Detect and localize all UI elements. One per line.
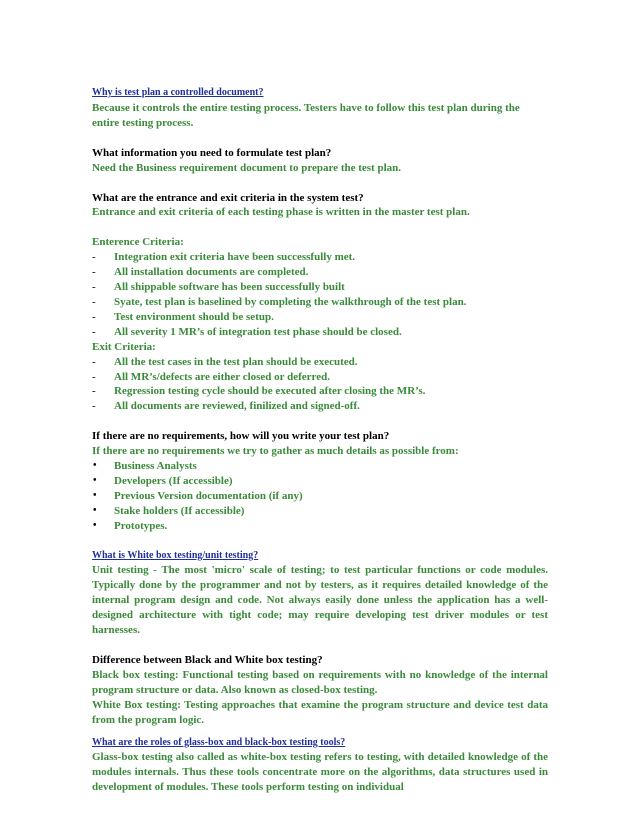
question-link-testing-tools[interactable]: What are the roles of glass-box and black-box testing tools? [92,736,346,748]
document-page [92,86,548,795]
list-item: - Regression testing cycle should be executed after closing the MR’s. [92,385,426,398]
list-item: • Stake holders (If accessible) [93,504,245,517]
answer-text: Entrance and exit criteria of each testing phase is written in the master test plan. [92,206,470,219]
list-item: • Previous Version documentation (if any) [93,489,303,502]
list-item: • Developers (If accessible) [93,474,233,487]
list-item: • Business Analysts [93,460,197,473]
question-link-white-box-testing[interactable]: What is White box testing/unit testing? [92,549,259,561]
list-item: - All severity 1 MR’s of integration test phase should be closed. [92,325,402,338]
bullet-marker: • [93,460,97,472]
dash-marker: - [92,355,96,368]
dash-marker: - [92,266,96,279]
list-item: - Test environment should be setup. [92,310,274,323]
exit-criteria-list [92,355,548,415]
answer-text: Unit testing - The most 'micro' scale of testing; to test particular functions or code modules. Typically done by the programmer and not by testers, as it requires detailed knowledge of the internal program design and code. Not always easily done unless the application has a well-designed architecture with tight code; may require developing test driver modules or test harnesses. [92,564,548,637]
list-item: - All shippable software has been successfully built [92,281,345,294]
dash-marker: - [92,310,96,323]
answer-text-white-box: White Box testing: Testing approaches that examine the program structure and device test data from the program logic. [92,698,548,726]
dash-marker: - [92,281,96,294]
answer-text: Because it controls the entire testing process. Testers have to follow this test plan during the entire testing process. [92,101,520,129]
question-heading: If there are no requirements, how will you write your test plan? [92,430,390,443]
list-item: - All installation documents are completed. [92,266,309,279]
list-item: - All documents are reviewed, finilized and signed-off. [92,400,360,413]
answer-text-black-box: Black box testing: Functional testing based on requirements with no knowledge of the internal program structure or data. Also known as closed-box testing. [92,668,548,696]
bullet-marker: • [93,489,97,501]
question-heading: Difference between Black and White box testing? [92,654,323,666]
question-link-controlled-document[interactable]: Why is test plan a controlled document? [92,87,264,98]
entrance-criteria-list [92,250,548,339]
list-item: - Integration exit criteria have been successfully met. [92,251,356,264]
bullet-marker: • [93,474,97,486]
exit-criteria-title: Exit Criteria: [92,340,156,353]
dash-marker: - [92,370,96,383]
dash-marker: - [92,325,96,338]
answer-text: If there are no requirements we try to gather as much details as possible from: [92,445,459,458]
list-item: • Prototypes. [93,519,168,532]
bullet-marker: • [93,504,97,516]
dash-marker: - [92,251,96,264]
answer-text: Need the Business requirement document to prepare the test plan. [92,161,402,174]
list-item: - All MR’s/defects are either closed or deferred. [92,370,330,383]
list-item: - All the test cases in the test plan should be executed. [92,355,358,368]
sources-list [92,459,548,534]
dash-marker: - [92,295,96,308]
answer-text: Glass-box testing also called as white-box testing refers to testing, with detailed knowledge of the modules internals. Thus these tools concentrate more on the algorithms, data structures used in development of modules. These tools perform testing on individual [92,751,548,794]
question-heading: What are the entrance and exit criteria in the system test? [92,191,364,204]
list-item: - Syate, test plan is baselined by completing the walkthrough of the test plan. [92,295,467,308]
dash-marker: - [92,400,96,413]
entrance-criteria-title: Enterence Criteria: [92,236,184,249]
dash-marker: - [92,385,96,398]
question-heading: What information you need to formulate test plan? [92,146,332,159]
bullet-marker: • [93,519,97,531]
